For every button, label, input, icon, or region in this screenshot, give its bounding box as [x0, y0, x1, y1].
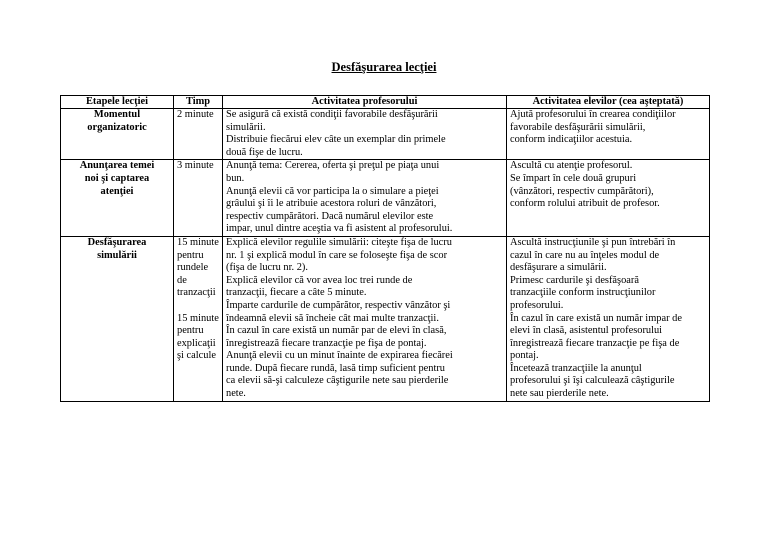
column-header-stages: Etapele lecţiei: [61, 96, 174, 109]
teacher-activity-cell: [223, 109, 507, 160]
teacher-line: bun.: [226, 172, 245, 184]
teacher-line: nr. 1 şi explică modul în care se foloseşte fişa de scor: [226, 249, 448, 261]
stage-line: noi şi captarea: [84, 172, 150, 184]
teacher-line: Explică elevilor regulile simulării: citeşte fişa de lucru: [226, 236, 452, 248]
student-line: În cazul în care există un număr impar de: [510, 312, 682, 324]
student-line: favorabile desfăşurării simulării,: [510, 121, 646, 133]
student-line: Se împart în cele două grupuri: [510, 172, 637, 184]
table-row: [61, 160, 710, 237]
time-line: explicaţii: [177, 337, 216, 349]
teacher-activity-cell: [223, 160, 507, 237]
time-line: pentru: [177, 249, 204, 261]
student-line: Ascultă cu atenţie profesorul.: [510, 160, 633, 172]
teacher-line: înregistrează fiecare tranzacţie pe fişa de pontaj.: [226, 337, 427, 349]
stage-line: simulării: [97, 249, 137, 261]
teacher-line: simulării.: [226, 121, 266, 133]
time-line: rundele: [177, 262, 209, 274]
teacher-line: respectiv cumpărători. Dacă numărul elevilor este: [226, 210, 434, 222]
student-line: (vânzători, respectiv cumpărători),: [510, 185, 654, 197]
time-line: pentru: [177, 325, 204, 337]
time-line: de: [177, 274, 187, 286]
student-activity-cell: [507, 236, 710, 401]
student-line: tranzacţiile conform instrucţiunilor: [510, 287, 656, 299]
teacher-line: grâului şi îi le atribuie acestora roluri de vânzători,: [226, 198, 437, 210]
time-line: 3 minute: [177, 160, 214, 172]
teacher-line: ca elevii să-şi calculeze câştigurile nete sau pierderile: [226, 375, 449, 387]
column-header-student-activity: Activitatea elevilor (cea aşteptată): [507, 96, 710, 109]
time-line: 15 minute: [177, 236, 219, 248]
student-line: Ascultă instrucţiunile şi pun întrebări în: [510, 236, 676, 248]
student-line: Primesc cardurile şi desfăşoară: [510, 274, 639, 286]
teacher-line: nete.: [226, 388, 246, 400]
student-line: cazul în care nu au înţeles modul de: [510, 249, 660, 261]
teacher-line: Se asigură că există condiţii favorabile desfăşurării: [226, 109, 438, 120]
student-activity-cell: [507, 109, 710, 160]
student-line: conform indicaţiilor acestuia.: [510, 134, 633, 146]
teacher-line: (fişa de lucru nr. 2).: [226, 262, 308, 274]
time-line: 2 minute: [177, 109, 214, 120]
teacher-line: runde. După fiecare rundă, lasă timp suficient pentru: [226, 362, 445, 374]
stage-cell: [61, 160, 174, 237]
student-line: Încetează tranzacţiile la anunţul: [510, 362, 642, 374]
student-line: pontaj.: [510, 350, 539, 362]
stage-line: Desfăşurarea: [87, 236, 147, 248]
table-header-row: [61, 96, 710, 109]
stage-line: Momentul: [93, 109, 141, 120]
student-activity-cell: [507, 160, 710, 237]
teacher-activity-cell: [223, 236, 507, 401]
teacher-line: Distribuie fiecărui elev câte un exemplar din primele: [226, 134, 446, 146]
document-title: Desfăşurarea lecţiei: [331, 60, 437, 74]
time-cell: [174, 160, 223, 237]
teacher-line: Anunţă elevii cu un minut înainte de expirarea fiecărei: [226, 350, 453, 362]
student-line: desfăşurare a simulării.: [510, 262, 607, 274]
time-cell: [174, 109, 223, 160]
teacher-line: Anunţă tema: Cererea, oferta şi preţul pe piaţa unui: [226, 160, 440, 172]
student-line: profesorului şi îşi calculează câştigurile: [510, 375, 675, 387]
teacher-line: Explică elevilor că vor avea loc trei runde de: [226, 274, 413, 286]
teacher-line: tranzacţii, fiecare a câte 5 minute.: [226, 287, 367, 299]
table-row: [61, 236, 710, 401]
table-row: [61, 109, 710, 160]
student-line: înregistrează fiecare tranzacţie pe fişa de: [510, 337, 680, 349]
stage-line: organizatoric: [87, 121, 147, 133]
student-line: elevi în clasă, asistentul profesorului: [510, 325, 663, 337]
teacher-line: două fişe de lucru.: [226, 146, 303, 158]
teacher-line: îndeamnă elevii să încheie cât mai multe tranzacţii.: [226, 312, 439, 324]
student-line: conform rolului atribuit de profesor.: [510, 198, 660, 210]
time-line: şi calcule: [177, 350, 216, 362]
teacher-line: impar, unul dintre aceştia va fi asistent al profesorului.: [226, 223, 453, 235]
student-line: Ajută profesorului în crearea condiţiilor: [510, 109, 676, 120]
student-line: profesorului.: [510, 299, 564, 311]
stage-line: atenţiei: [100, 185, 134, 197]
teacher-line: Anunţă elevii că vor participa la o simulare a pieţei: [226, 185, 439, 197]
teacher-line: În cazul în care există un număr par de elevi în clasă,: [226, 325, 447, 337]
student-line: nete sau pierderile nete.: [510, 388, 609, 400]
stage-cell: [61, 236, 174, 401]
column-header-teacher-activity: Activitatea profesorului: [223, 96, 507, 109]
stage-cell: [61, 109, 174, 160]
time-line: tranzacţii: [177, 287, 216, 299]
column-header-time: Timp: [174, 96, 223, 109]
time-line: 15 minute: [177, 312, 219, 324]
teacher-line: Împarte cardurile de cumpărător, respectiv vânzător şi: [226, 299, 451, 311]
time-cell: [174, 236, 223, 401]
time-gap: [177, 300, 219, 313]
stage-line: Anunţarea temei: [79, 160, 155, 172]
lesson-table: [60, 95, 710, 402]
